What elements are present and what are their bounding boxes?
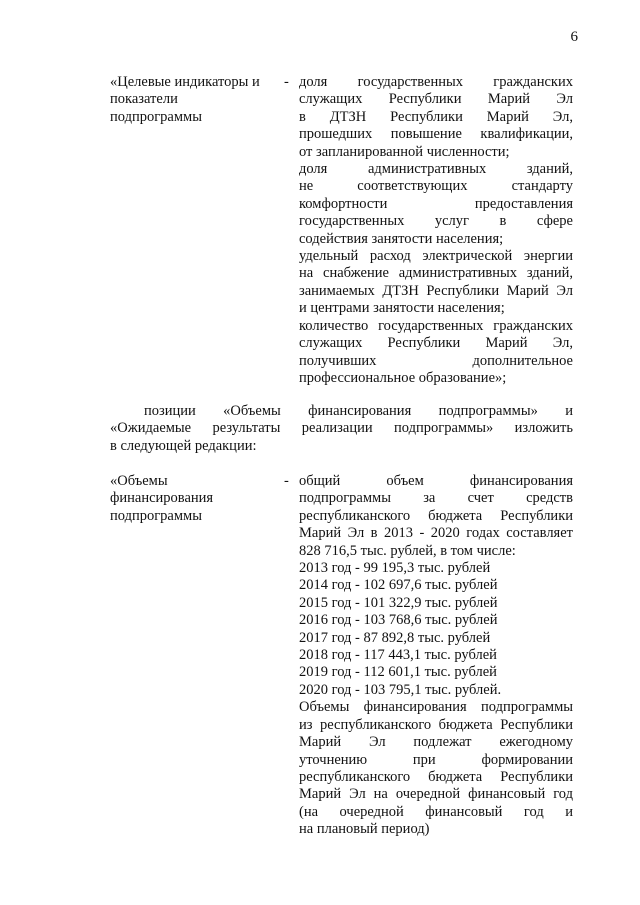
text-line: (на очередной финансовый год и: [299, 803, 573, 820]
text-line: занимаемых ДТЗН Республики Марий Эл: [299, 282, 573, 299]
text-line: республиканского бюджета Республики: [299, 507, 573, 524]
amendment-paragraph: [110, 403, 573, 455]
text-line: уточнению при формировании: [299, 751, 573, 768]
text-line: 2018 год - 117 443,1 тыс. рублей: [299, 647, 497, 664]
text-line: 2017 год - 87 892,8 тыс. рублей: [299, 629, 491, 646]
text-line: Марий Эл подлежат ежегодному: [299, 734, 573, 751]
text-line: не соответствующих стандарту: [299, 178, 573, 195]
paragraph-line: позиции «Объемы финансирования подпрограммы» и: [144, 403, 573, 419]
text-line: удельный расход электрической энергии: [299, 248, 573, 265]
text-line: государственных услуг в сфере: [299, 213, 573, 230]
text-line: 2014 год - 102 697,6 тыс. рублей: [299, 577, 498, 594]
text-line: 2016 год - 103 768,6 тыс. рублей: [299, 612, 498, 629]
label-line: подпрограммы: [110, 108, 202, 125]
text-line: от запланированной численности;: [299, 143, 510, 160]
financing-label: [110, 473, 270, 525]
text-line: Марий Эл на очередной финансовый год: [299, 786, 573, 803]
target-indicators-value: [299, 74, 573, 387]
text-line: 2020 год - 103 795,1 тыс. рублей.: [299, 681, 502, 698]
label-line: «Целевые индикаторы и: [110, 74, 260, 90]
row-dash: -: [284, 473, 289, 489]
text-line: прошедших повышение квалификации,: [299, 126, 573, 143]
label-line: «Объемы: [110, 473, 168, 489]
text-line: доля административных зданий,: [299, 161, 573, 178]
text-line: республиканского бюджета Республики: [299, 768, 573, 785]
text-line: Объемы финансирования подпрограммы: [299, 699, 573, 716]
text-line: Марий Эл в 2013 - 2020 годах составляет: [299, 525, 573, 542]
text-line: профессиональное образование»;: [299, 369, 507, 386]
text-line: на снабжение административных зданий,: [299, 265, 573, 282]
text-line: служащих Республики Марий Эл,: [299, 335, 573, 352]
text-line: количество государственных гражданских: [299, 317, 573, 334]
text-line: доля государственных гражданских: [299, 74, 573, 90]
target-indicators-label: [110, 74, 270, 126]
text-line: комфортности предоставления: [299, 195, 573, 212]
text-line: содействия занятости населения;: [299, 230, 504, 247]
text-line: служащих Республики Марий Эл: [299, 91, 573, 108]
label-line: подпрограммы: [110, 507, 202, 524]
text-line: 828 716,5 тыс. рублей, в том числе:: [299, 542, 516, 559]
text-line: подпрограммы за счет средств: [299, 490, 573, 507]
text-line: на плановый период): [299, 821, 430, 838]
row-dash: -: [284, 74, 289, 90]
text-line: 2013 год - 99 195,3 тыс. рублей: [299, 560, 491, 577]
paragraph-line: в следующей редакции:: [110, 437, 257, 454]
text-line: общий объем финансирования: [299, 473, 573, 489]
text-line: и центрами занятости населения;: [299, 300, 505, 317]
paragraph-line: «Ожидаемые результаты реализации подпрограммы» изложить: [110, 420, 573, 437]
financing-value: [299, 473, 573, 839]
text-line: в ДТЗН Республики Марий Эл,: [299, 108, 573, 125]
page-number: 6: [570, 29, 578, 45]
text-line: из республиканского бюджета Республики: [299, 716, 573, 733]
label-line: показатели: [110, 91, 178, 108]
label-line: финансирования: [110, 490, 214, 507]
text-line: 2019 год - 112 601,1 тыс. рублей: [299, 664, 497, 681]
text-line: 2015 год - 101 322,9 тыс. рублей: [299, 594, 498, 611]
text-line: получивших дополнительное: [299, 352, 573, 369]
